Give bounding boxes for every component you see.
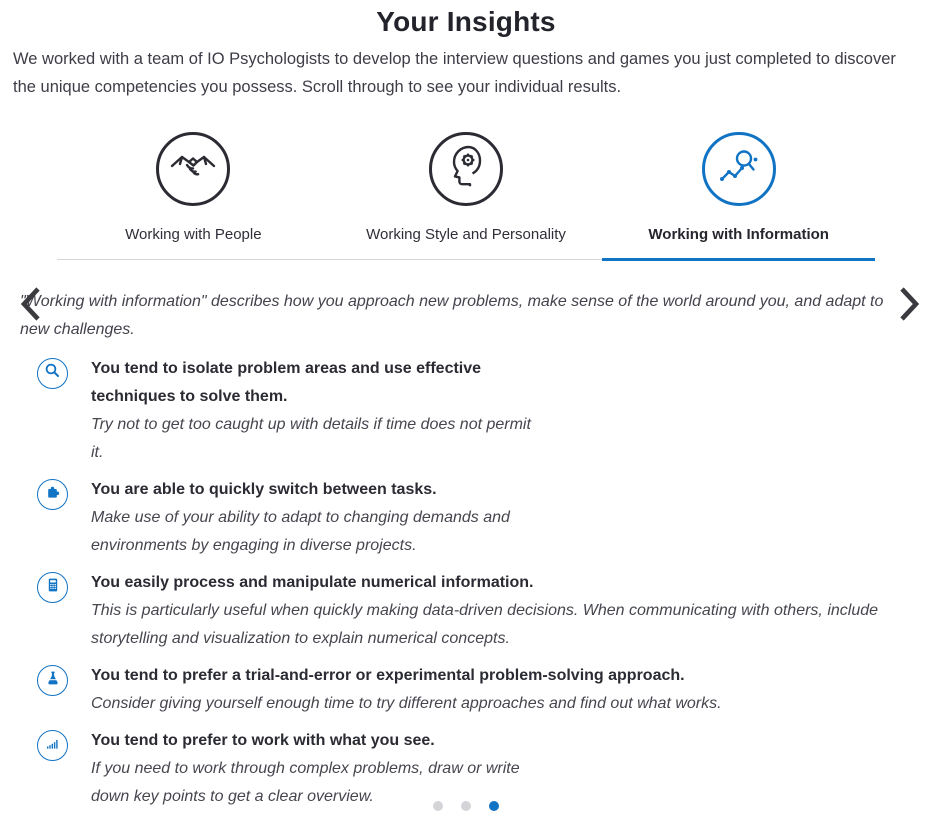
insight-advice: If you need to work through complex problems, draw or write down key points to get a clear overview. xyxy=(91,759,520,805)
bar-chart-icon xyxy=(45,735,61,756)
chart-magnifier-icon xyxy=(717,146,761,191)
carousel-prev-button[interactable] xyxy=(14,280,48,331)
page-title: Your Insights xyxy=(376,6,556,37)
insight-advice: Make use of your ability to adapt to changing demands and environments by engaging in diverse projects. xyxy=(91,508,510,554)
category-tabs xyxy=(57,132,875,260)
carousel-tab-working-with-information[interactable] xyxy=(602,132,875,261)
insight-statement: You are able to quickly switch between tasks. xyxy=(91,480,437,498)
carousel-tab-label: Working with Information xyxy=(648,225,829,243)
carousel-tab-label: Working Style and Personality xyxy=(366,225,566,243)
handshake-icon xyxy=(170,150,216,187)
carousel-pagination xyxy=(0,801,932,811)
magnifier-icon xyxy=(44,362,61,384)
category-description: "Working with information" describes how you approach new problems, make sense of the world around you, and adapt to new challenges. xyxy=(20,292,884,339)
pagination-dot-2[interactable] xyxy=(461,801,471,811)
insight-statement: You tend to isolate problem areas and use effective techniques to solve them. xyxy=(91,359,482,405)
insight-advice: Try not to get too caught up with details if time does not permit it. xyxy=(91,415,531,461)
insight-item xyxy=(37,355,912,467)
insights-panel xyxy=(0,288,932,811)
insight-item xyxy=(37,569,912,653)
chevron-right-icon xyxy=(896,312,922,327)
insight-advice: This is particularly useful when quickly making data-driven decisions. When communicating with others, include storytelling and visualization to explain numerical concepts. xyxy=(91,601,879,647)
insight-statement: You tend to prefer to work with what you see. xyxy=(91,731,435,749)
flask-icon xyxy=(45,670,61,691)
puzzle-icon xyxy=(45,484,61,505)
insights-list xyxy=(0,355,932,811)
insight-item xyxy=(37,662,912,718)
insight-item xyxy=(37,476,912,560)
insight-statement: You tend to prefer a trial-and-error or experimental problem-solving approach. xyxy=(91,666,685,684)
pagination-dot-1[interactable] xyxy=(433,801,443,811)
carousel-tab-working-style-and-personality[interactable] xyxy=(330,132,603,259)
pagination-dot-3[interactable] xyxy=(489,801,499,811)
carousel-tab-working-with-people[interactable] xyxy=(57,132,330,259)
chevron-left-icon xyxy=(18,312,44,327)
insight-item xyxy=(37,727,912,811)
carousel-tab-label: Working with People xyxy=(125,225,262,243)
insight-statement: You easily process and manipulate numerical information. xyxy=(91,573,534,591)
page-subtitle: We worked with a team of IO Psychologists to develop the interview questions and games you just completed to discover the unique competencies you possess. Scroll through to see your individual results. xyxy=(13,50,896,97)
head-gear-icon xyxy=(447,145,485,192)
carousel-next-button[interactable] xyxy=(892,280,926,331)
insight-advice: Consider giving yourself enough time to try different approaches and find out what works. xyxy=(91,694,722,712)
category-carousel xyxy=(0,132,932,260)
calculator-icon xyxy=(45,577,61,598)
